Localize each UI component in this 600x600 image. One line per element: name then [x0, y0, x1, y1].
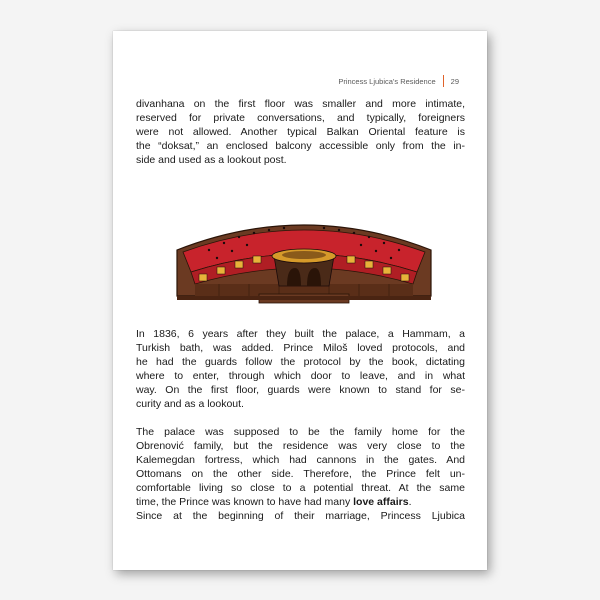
text-line: Obrenović family, but the residence was very close to the [136, 440, 465, 452]
paragraph-divanhana [136, 97, 465, 167]
section-title: Princess Ljubica's Residence [338, 76, 436, 86]
text-line: way. On the first floor, guards were known to stand for se- [136, 384, 465, 396]
bold-phrase: love affairs [353, 496, 409, 508]
running-header [338, 75, 459, 87]
text-segment: time, the Prince was known to have had many [136, 496, 354, 508]
text-line: divanhana on the first floor was smaller and more intimate, [136, 98, 465, 110]
text-line: he had the guards follow the protocol by the book, dictating [136, 356, 465, 368]
text-line: The palace was supposed to be the family home for the [136, 426, 465, 438]
text-line: reserved for private conversations, and typically, foreigners [136, 112, 465, 124]
paragraph-hammam [136, 327, 465, 411]
text-line: where to enter, through which door to leave, and in what [136, 370, 465, 382]
text-segment: . [408, 496, 412, 508]
text-line: side and used as a lookout post. [136, 154, 287, 166]
text-line: Ottomans on the other side. Therefore, the Prince felt un- [136, 468, 465, 480]
text-line [136, 495, 465, 509]
text-line: Since at the beginning of their marriage, Princess Ljubica [136, 510, 465, 522]
text-line: comfortable living so close to a potential threat. At the same [136, 482, 465, 494]
text-line: In 1836, 6 years after they built the palace, a Hammam, a [136, 328, 465, 340]
text-line: were not allowed. Another typical Balkan Oriental feature is [136, 126, 465, 138]
text-line: Kalemegdan fortress, which had cannons in the gates. And [136, 454, 465, 466]
book-page [113, 31, 487, 570]
text-line: Turkish bath, was added. Prince Miloš loved protocols, and [136, 342, 465, 354]
text-line: curity and as a lookout. [136, 398, 244, 410]
header-divider [443, 75, 444, 87]
divanhana-sofa-fountain-illustration [169, 218, 439, 308]
text-line: the “doksat,” an enclosed balcony accessible only from the in- [136, 140, 465, 152]
paragraph-family-home [136, 425, 465, 523]
page-number: 29 [450, 76, 459, 86]
